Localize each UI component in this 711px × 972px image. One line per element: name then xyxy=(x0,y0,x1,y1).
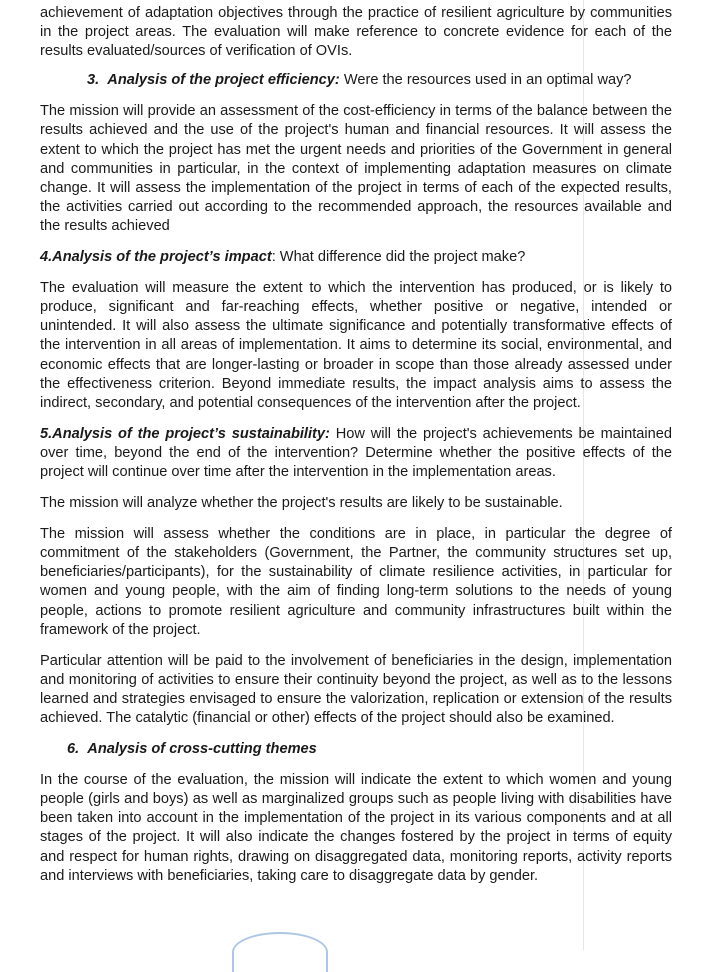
section-4-question: : What difference did the project make? xyxy=(271,249,526,266)
section-3-number: 3. xyxy=(87,72,100,89)
section-6-heading xyxy=(40,740,672,759)
section-6-number: 6. xyxy=(67,741,80,758)
intro-paragraph: achievement of adaptation objectives through the practice of resilient agriculture by communities in the project areas. The evaluation will make reference to concrete evidence for each of the results evaluated/sources of verification of OVIs. xyxy=(40,5,672,60)
section-3-title: Analysis of the project efficiency: xyxy=(107,72,340,89)
official-stamp xyxy=(232,932,328,972)
section-4-paragraph: The evaluation will measure the extent to which the intervention has produced, or is likely to produce, significant and far-reaching effects, whether positive or negative, intended or unintended. It will also assess the ultimate significance and potentially transformative effects of the intervention in all areas of implementation. It aims to determine its social, environmental, and economic effects that are longer-lasting or broader in scope than those already assessed under the effectiveness criterion. Beyond immediate results, the impact analysis aims to assess the indirect, secondary, and potential consequences of the intervention after the project. xyxy=(40,280,672,411)
section-6-paragraph: In the course of the evaluation, the mission will indicate the extent to which women and young people (girls and boys) as well as marginalized groups such as people living with disabilities have been taken into account in the implementation of the project in its various components and at all stages of the project. It will also indicate the changes fostered by the project in terms of equity and respect for human rights, drawing on disaggregated data, monitoring reports, activity reports and interviews with beneficiaries, taking care to disaggregate data by gender. xyxy=(40,772,672,884)
section-3-paragraph: The mission will provide an assessment of the cost-efficiency in terms of the balance between the results achieved and the use of the project's human and financial resources. It will assess the extent to which the project has met the urgent needs and priorities of the Government in general and communities in particular, in the context of implementing adaptation measures on climate change. It will assess the implementation of the project in terms of each of the expected results, the activities carried out according to the recommended approach, the resources available and the results achieved xyxy=(40,103,672,234)
section-3-heading xyxy=(40,71,672,90)
section-4-heading xyxy=(40,248,672,267)
section-5-paragraph-3: Particular attention will be paid to the involvement of beneficiaries in the design, implementation and monitoring of activities to ensure their continuity beyond the project, as well as to the lessons learned and strategies envisaged to ensure the valorization, replication or extension of the results achieved. The catalytic (financial or other) effects of the project should also be examined. xyxy=(40,652,672,726)
section-3-question: Were the resources used in an optimal way? xyxy=(339,72,632,89)
section-5-paragraph-1: The mission will analyze whether the project's results are likely to be sustainable. xyxy=(40,495,563,512)
section-4-title: 4.Analysis of the project’s impact xyxy=(40,249,272,266)
section-5-question: How will the project's achievements be maintained over time, beyond the end of the intervention? Determine whether the positive effects of the project will continue over time after the intervention in the implementation areas. xyxy=(40,425,672,480)
section-6-title: Analysis of cross-cutting themes xyxy=(87,741,317,758)
document-page xyxy=(40,4,672,886)
section-5-heading xyxy=(40,425,672,482)
section-5-paragraph-2: The mission will assess whether the conditions are in place, in particular the degree of commitment of the stakeholders (Government, the Partner, the community structures set up, beneficiaries/participants), for the sustainability of climate resilience activities, in particular for women and young people, with the aim of finding long-term solutions to the needs of young people, actions to promote resilient agriculture and community infrastructures built within the framework of the project. xyxy=(40,526,672,638)
section-5-title: 5.Analysis of the project’s sustainability: xyxy=(40,425,330,442)
